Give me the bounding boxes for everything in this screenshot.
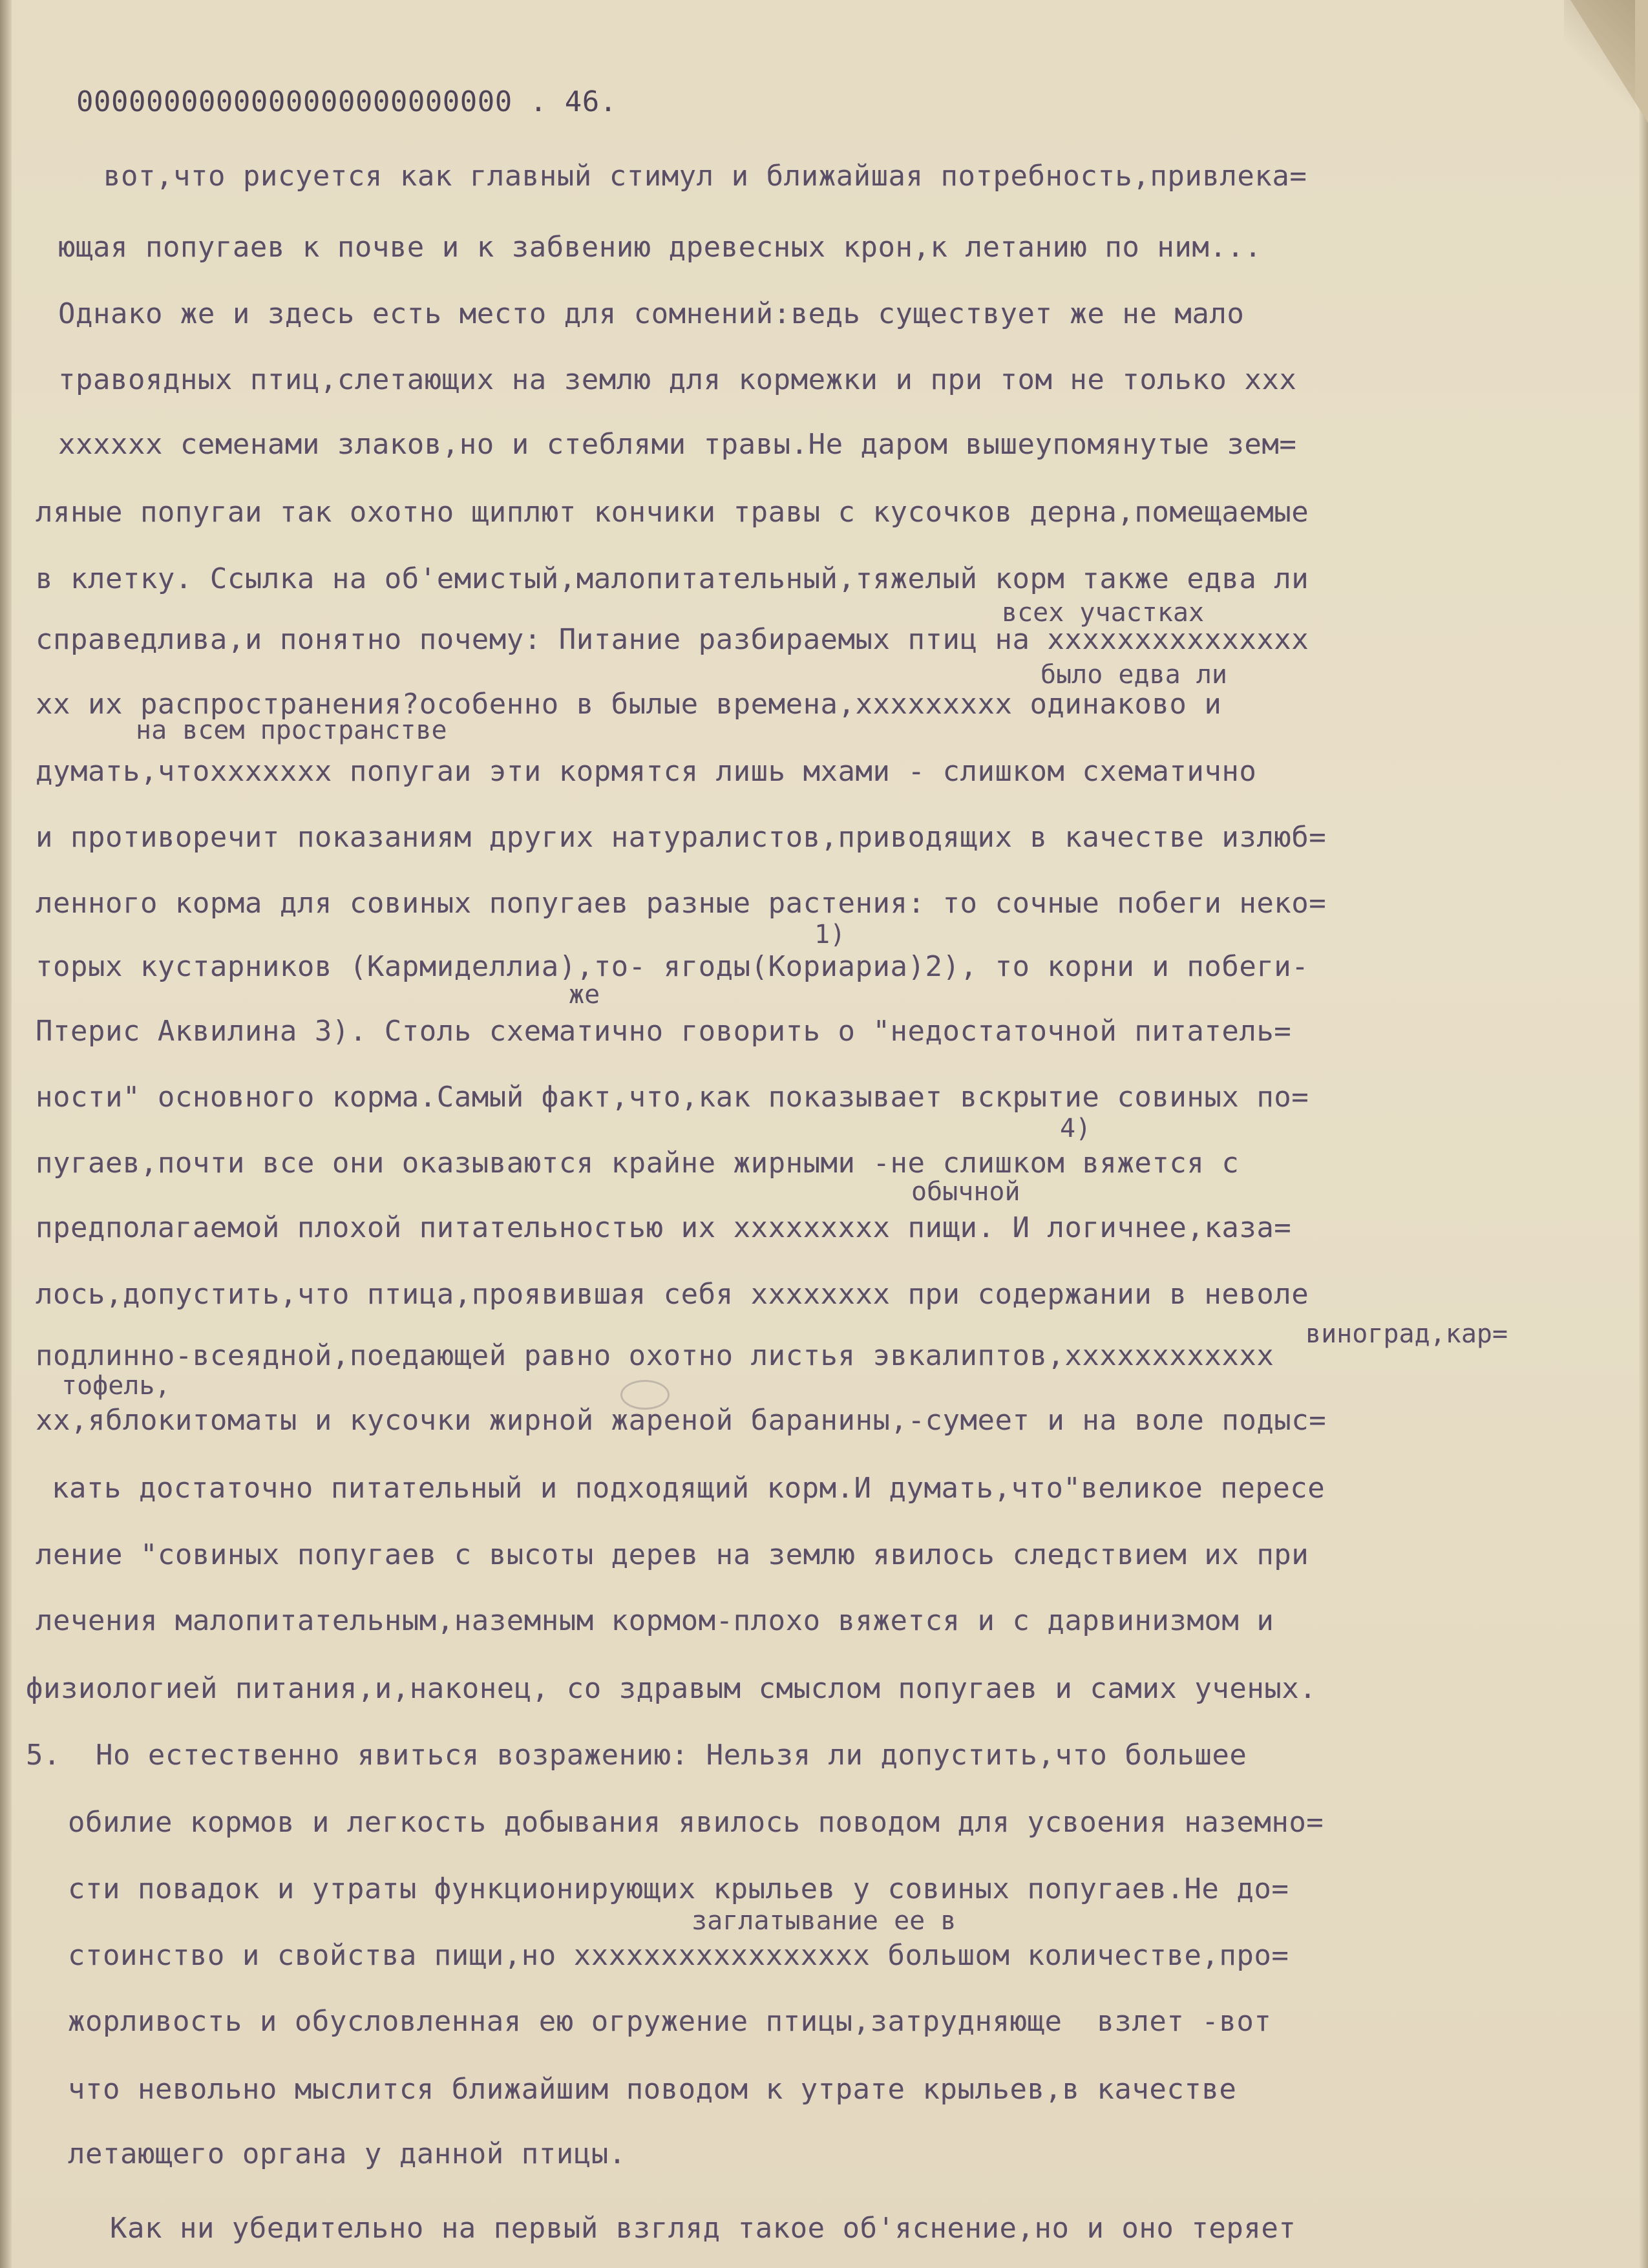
text-line: травоядных птиц,слетающих на землю для кормежки и при том не только ххх (58, 363, 1297, 396)
paragraph-start: Как ни убедительно на первый взгляд такое об'яснение,но и оно теряет (110, 2212, 1296, 2245)
handwritten-insertion: заглатывание ее в (692, 1906, 956, 1936)
text-line: ности" основного корма.Самый факт,что,как показывает вскрытие совиных по= (36, 1081, 1309, 1114)
text-line: ющая попугаев к почве и к забвению древесных крон,к летанию по ним... (58, 231, 1262, 264)
footnote-mark: 1) (814, 920, 846, 949)
text-line: вот,что рисуется как главный стимул и ближайшая потребность,привлека= (103, 160, 1307, 193)
text-line: обилие кормов и легкость добывания явилось поводом для усвоения наземно= (68, 1806, 1324, 1839)
text-line: сти повадок и утраты функционирующих крыльев у совиных попугаев.Не до= (68, 1872, 1289, 1905)
text-line: ленного корма для совиных попугаев разные растения: то сочные побеги неко= (36, 887, 1327, 920)
text-line: и противоречит показаниям других натуралистов,приводящих в качестве излюб= (36, 821, 1327, 854)
handwritten-insertion: тофель, (61, 1371, 171, 1401)
handwritten-insertion: же (569, 980, 600, 1010)
handwritten-insertion: виноград,кар= (1305, 1319, 1508, 1349)
text-line: пугаев,почти все они оказываются крайне жирными -не слишком вяжется с (36, 1147, 1240, 1180)
text-line: летающего органа у данной птицы. (68, 2137, 626, 2170)
handwritten-insertion: обычной (911, 1177, 1020, 1207)
text-line: что невольно мыслится ближайшим поводом к утрате крыльев,в качестве (68, 2073, 1237, 2106)
text-line: хххххх семенами злаков,но и стеблями травы.Не даром вышеупомянутые зем= (58, 428, 1297, 461)
page-edge-left (0, 0, 12, 2268)
text-line: думать,чтоххххххх попугаи эти кормятся лишь мхами - слишком схематично (36, 755, 1257, 788)
text-line: торых кустарников (Кармиделлиа),то- ягоды(Кориариа)2), то корни и побеги- (36, 950, 1309, 983)
text-line: физиологией питания,и,наконец, со здравым смыслом попугаев и самих ученых. (26, 1672, 1317, 1705)
text-line: стоинство и свойства пищи,но ххххххххххххххххх большом количестве,про= (68, 1939, 1289, 1972)
text-line: предполагаемой плохой питательностью их ххххххххх пищи. И логичнее,каза= (36, 1211, 1292, 1244)
text-line: в клетку. Ссылка на об'емистый,малопитательный,тяжелый корм также едва ли (36, 562, 1309, 595)
text-line: кать достаточно питательный и подходящий корм.И думать,что"великое пересе (52, 1472, 1326, 1505)
page-edge-right (1639, 0, 1648, 2268)
text-line: ление "совиных попугаев с высоты дерев на землю явилось следствием их при (36, 1538, 1309, 1571)
text-line: ляные попугаи так охотно щиплют кончики травы с кусочков дерна,помещаемые (36, 496, 1309, 529)
footnote-mark: 4) (1060, 1114, 1092, 1143)
text-line: хх,яблокитоматы и кусочки жирной жареной баранины,-сумеет и на воле подыс= (36, 1404, 1327, 1437)
corner-shadow (1564, 0, 1635, 123)
text-line: лось,допустить,что птица,проявившая себя хххххххх при содержании в неволе (36, 1278, 1309, 1311)
text-line: подлинно-всеядной,поедающей равно охотно листья эвкалиптов,хххххххххххх (36, 1339, 1274, 1372)
text-line: Однако же и здесь есть место для сомнений:ведь существует же не мало (58, 297, 1245, 330)
text-line: жорливость и обусловленная ею огружение птицы,затрудняюще взлет -вот (68, 2005, 1272, 2038)
text-line: справедлива,и понятно почему: Питание разбираемых птиц на ххххххххххххххх (36, 623, 1309, 656)
text-line: Птерис Аквилина 3). Столь схематично говорить о "недостаточной питатель= (36, 1015, 1292, 1048)
handwritten-insertion: было едва ли (1041, 660, 1227, 690)
text-line: лечения малопитательным,наземным кормом-плохо вяжется и с дарвинизмом и (36, 1604, 1274, 1637)
handwritten-insertion: всех участках (1002, 598, 1205, 628)
page-header: 0000000000000000000000000 . 46. (76, 85, 617, 118)
paragraph-start: 5. Но естественно явиться возражению: Нельзя ли допустить,что большее (26, 1739, 1247, 1772)
handwritten-insertion: на всем пространстве (136, 715, 447, 745)
text-line: хх их распространения?особенно в былые времена,ххххххххх одинаково и (36, 688, 1222, 721)
